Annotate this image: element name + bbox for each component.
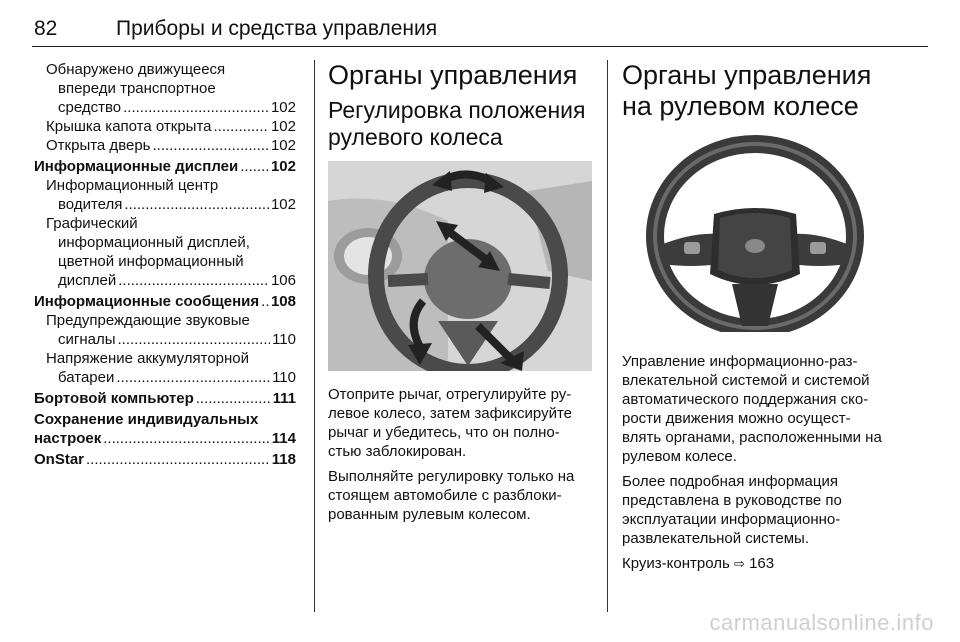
toc-leader-dots <box>124 195 269 214</box>
toc-entry-line: цветной информационный <box>58 253 244 270</box>
toc-entry-line: Информационный центр <box>46 177 219 194</box>
toc-leader-dots <box>123 98 269 117</box>
page-header <box>32 6 928 47</box>
arrow-ref-icon: ⇨ <box>733 556 745 571</box>
toc-leader-dots <box>261 292 269 311</box>
toc-leader-dots <box>214 117 269 136</box>
column-divider <box>314 60 315 612</box>
toc-leader-dots <box>118 330 271 349</box>
toc-entry-line: информационный дисплей, <box>58 234 250 251</box>
toc-sub-entry[interactable] <box>34 117 296 136</box>
crossref <box>622 554 888 573</box>
toc-entry-line: Предупреждающие звуковые <box>46 312 250 329</box>
crossref-text: Круиз-контроль <box>622 555 730 572</box>
chapter-title: Приборы и средства управления <box>116 17 438 40</box>
toc-leader-dots <box>240 157 269 176</box>
toc-page-number: 108 <box>270 293 296 310</box>
toc-leader-dots <box>153 136 269 155</box>
toc-page-number: 102 <box>270 158 296 175</box>
toc-leader-dots <box>196 389 271 408</box>
toc-page-number: 118 <box>271 451 296 468</box>
toc-entry-title: сигналы <box>58 331 116 348</box>
column-divider <box>607 60 608 612</box>
toc-entry-title: настроек <box>34 430 102 447</box>
toc-entry-line: Обнаружено движущееся <box>46 61 226 78</box>
toc-leader-dots <box>86 450 270 469</box>
table-of-contents <box>34 60 296 469</box>
toc-entry-title: дисплей <box>58 272 117 289</box>
toc-sub-entry[interactable] <box>34 311 296 349</box>
toc-sub-entry[interactable] <box>34 60 296 117</box>
toc-main-entry[interactable] <box>34 157 296 176</box>
toc-entry-title: Открыта дверь <box>46 137 151 154</box>
toc-page-number: 106 <box>270 272 296 289</box>
toc-entry-title: средство <box>58 99 122 116</box>
section-title: Органы управления <box>328 60 578 90</box>
steering-wheel-image <box>622 134 888 332</box>
toc-sub-entry[interactable] <box>34 214 296 290</box>
toc-main-entry[interactable] <box>34 292 296 311</box>
toc-page-number: 114 <box>271 430 296 447</box>
toc-page-number: 102 <box>270 99 296 116</box>
watermark: carmanualsonline.info <box>709 610 934 635</box>
steering-controls-section <box>622 60 888 579</box>
toc-leader-dots <box>118 271 269 290</box>
paragraph: Управление информационно-раз-влекательной системой и системой автоматического поддержания ско-рости движения можно осущест-влять органами, расположенными на рулевом колесе. <box>622 353 882 465</box>
toc-main-entry[interactable] <box>34 450 296 469</box>
toc-main-entry[interactable] <box>34 389 296 408</box>
toc-sub-entry[interactable] <box>34 349 296 387</box>
toc-page-number: 102 <box>270 137 296 154</box>
paragraph: Выполняйте регулировку только на стоящем автомобиле с разблоки-рованным рулевым колесом. <box>328 468 575 523</box>
toc-page-number: 110 <box>272 331 296 348</box>
toc-sub-entry[interactable] <box>34 176 296 214</box>
toc-entry-title: Крышка капота открыта <box>46 118 212 135</box>
toc-page-number: 102 <box>270 196 296 213</box>
crossref-page[interactable]: 163 <box>749 555 775 572</box>
toc-entry-title: водителя <box>58 196 123 213</box>
paragraph: Отоприте рычаг, отрегулируйте ру-левое колесо, затем зафиксируйте рычаг и убедитесь, что он полно-стью заблокирован. <box>328 386 572 460</box>
steering-adjust-section <box>328 60 592 530</box>
toc-entry-line: Графический <box>46 215 138 232</box>
steering-adjust-photo <box>328 161 592 371</box>
toc-entry-title: OnStar <box>34 451 85 468</box>
toc-entry-title: Информационные дисплеи <box>34 158 239 175</box>
toc-leader-dots <box>103 429 270 448</box>
toc-entry-title: Бортовой компьютер <box>34 390 194 407</box>
toc-entry-line: впереди транспортное <box>58 80 216 97</box>
toc-entry-title: батареи <box>58 369 115 386</box>
toc-leader-dots <box>116 368 270 387</box>
toc-sub-entry[interactable] <box>34 136 296 155</box>
page-number: 82 <box>34 17 58 40</box>
toc-entry-line: Напряжение аккумуляторной <box>46 350 250 367</box>
toc-main-entry[interactable] <box>34 410 296 448</box>
toc-page-number: 110 <box>272 369 296 386</box>
toc-page-number: 111 <box>272 390 296 407</box>
toc-entry-line: Сохранение индивидуальных <box>34 411 259 428</box>
subsection-title: Регулировка положения рулевого колеса <box>328 97 586 150</box>
paragraph: Более подробная информация представлена в руководстве по эксплуатации информационно-развлекательной системы. <box>622 473 842 547</box>
toc-page-number: 102 <box>270 118 296 135</box>
section-title: Органы управления на рулевом колесе <box>622 60 872 121</box>
toc-entry-title: Информационные сообщения <box>34 293 260 310</box>
